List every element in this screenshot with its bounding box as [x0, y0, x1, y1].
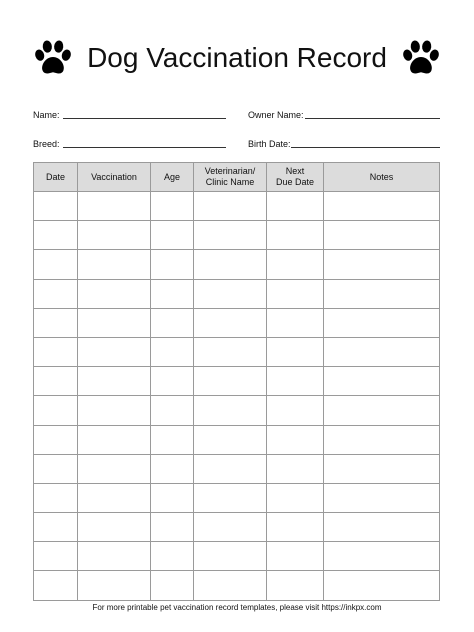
- next-due-date-column-header: Next Due Date: [267, 163, 324, 192]
- date-cell[interactable]: [34, 425, 78, 454]
- table-row: [34, 571, 440, 600]
- veterinarian-cell[interactable]: [194, 279, 267, 308]
- vaccination-cell[interactable]: [78, 513, 151, 542]
- date-cell[interactable]: [34, 192, 78, 221]
- date-cell[interactable]: [34, 542, 78, 571]
- birth-date-field[interactable]: [248, 138, 441, 150]
- vaccination-cell[interactable]: [78, 571, 151, 600]
- date-cell[interactable]: [34, 308, 78, 337]
- date-cell[interactable]: [34, 571, 78, 600]
- veterinarian-cell[interactable]: [194, 425, 267, 454]
- vaccination-cell[interactable]: [78, 337, 151, 366]
- notes-cell[interactable]: [324, 513, 440, 542]
- next-due-date-cell[interactable]: [267, 367, 324, 396]
- date-cell[interactable]: [34, 513, 78, 542]
- table-row: [34, 454, 440, 483]
- vaccination-cell[interactable]: [78, 396, 151, 425]
- next-due-date-cell[interactable]: [267, 542, 324, 571]
- notes-cell[interactable]: [324, 425, 440, 454]
- table-row: [34, 542, 440, 571]
- table-row: [34, 308, 440, 337]
- table-row: [34, 279, 440, 308]
- date-cell[interactable]: [34, 221, 78, 250]
- table-row: [34, 192, 440, 221]
- table-row: [34, 513, 440, 542]
- veterinarian-cell[interactable]: [194, 542, 267, 571]
- notes-cell[interactable]: [324, 308, 440, 337]
- notes-cell[interactable]: [324, 542, 440, 571]
- breed-field[interactable]: [33, 138, 227, 150]
- age-column-header: Age: [151, 163, 194, 192]
- vaccination-cell[interactable]: [78, 192, 151, 221]
- date-column-header: Date: [34, 163, 78, 192]
- veterinarian-cell[interactable]: [194, 367, 267, 396]
- owner-name-line[interactable]: [305, 118, 440, 119]
- veterinarian-cell[interactable]: [194, 250, 267, 279]
- date-cell[interactable]: [34, 279, 78, 308]
- age-cell[interactable]: [151, 192, 194, 221]
- vaccination-cell[interactable]: [78, 542, 151, 571]
- notes-cell[interactable]: [324, 396, 440, 425]
- notes-cell[interactable]: [324, 192, 440, 221]
- age-cell[interactable]: [151, 279, 194, 308]
- table-row: [34, 367, 440, 396]
- vaccination-cell[interactable]: [78, 308, 151, 337]
- notes-cell[interactable]: [324, 221, 440, 250]
- age-cell[interactable]: [151, 542, 194, 571]
- veterinarian-cell[interactable]: [194, 308, 267, 337]
- next-due-date-cell[interactable]: [267, 454, 324, 483]
- notes-cell[interactable]: [324, 454, 440, 483]
- next-due-date-cell[interactable]: [267, 483, 324, 512]
- vaccination-cell[interactable]: [78, 425, 151, 454]
- age-cell[interactable]: [151, 483, 194, 512]
- table-body: [34, 192, 440, 601]
- next-due-date-cell[interactable]: [267, 337, 324, 366]
- notes-cell[interactable]: [324, 367, 440, 396]
- next-due-date-cell[interactable]: [267, 279, 324, 308]
- owner-name-field[interactable]: [248, 109, 441, 121]
- vaccination-column-header: Vaccination: [78, 163, 151, 192]
- table-row: [34, 425, 440, 454]
- name-label: Name:: [33, 110, 60, 120]
- age-cell[interactable]: [151, 250, 194, 279]
- veterinarian-cell[interactable]: [194, 192, 267, 221]
- table-row: [34, 396, 440, 425]
- notes-cell[interactable]: [324, 250, 440, 279]
- age-cell[interactable]: [151, 308, 194, 337]
- paw-print-icon: [34, 38, 72, 78]
- age-cell[interactable]: [151, 425, 194, 454]
- notes-cell[interactable]: [324, 279, 440, 308]
- next-due-date-cell[interactable]: [267, 396, 324, 425]
- table-row: [34, 337, 440, 366]
- date-cell[interactable]: [34, 337, 78, 366]
- table-header-row: [34, 163, 440, 192]
- date-cell[interactable]: [34, 483, 78, 512]
- table-row: [34, 221, 440, 250]
- veterinarian-cell[interactable]: [194, 221, 267, 250]
- birth-date-label: Birth Date:: [248, 139, 291, 149]
- age-cell[interactable]: [151, 221, 194, 250]
- table-row: [34, 250, 440, 279]
- next-due-date-cell[interactable]: [267, 308, 324, 337]
- name-field[interactable]: [33, 109, 227, 121]
- vaccination-table: [33, 162, 440, 601]
- age-cell[interactable]: [151, 513, 194, 542]
- paw-print-icon: [402, 38, 440, 78]
- breed-label: Breed:: [33, 139, 60, 149]
- notes-cell[interactable]: [324, 337, 440, 366]
- vaccination-cell[interactable]: [78, 454, 151, 483]
- veterinarian-cell[interactable]: [194, 483, 267, 512]
- notes-column-header: Notes: [324, 163, 440, 192]
- page-title: Dog Vaccination Record: [87, 42, 387, 73]
- next-due-date-cell[interactable]: [267, 192, 324, 221]
- veterinarian-cell[interactable]: [194, 396, 267, 425]
- notes-cell[interactable]: [324, 571, 440, 600]
- vaccination-cell[interactable]: [78, 483, 151, 512]
- date-cell[interactable]: [34, 367, 78, 396]
- veterinarian-cell[interactable]: [194, 454, 267, 483]
- date-cell[interactable]: [34, 250, 78, 279]
- age-cell[interactable]: [151, 571, 194, 600]
- breed-line[interactable]: [63, 147, 226, 148]
- age-cell[interactable]: [151, 337, 194, 366]
- age-cell[interactable]: [151, 396, 194, 425]
- vaccination-cell[interactable]: [78, 221, 151, 250]
- age-cell[interactable]: [151, 367, 194, 396]
- date-cell[interactable]: [34, 396, 78, 425]
- vaccination-cell[interactable]: [78, 279, 151, 308]
- next-due-date-cell[interactable]: [267, 250, 324, 279]
- age-cell[interactable]: [151, 454, 194, 483]
- next-due-date-cell[interactable]: [267, 571, 324, 600]
- veterinarian-cell[interactable]: [194, 571, 267, 600]
- header: [0, 36, 474, 80]
- date-cell[interactable]: [34, 454, 78, 483]
- vaccination-cell[interactable]: [78, 367, 151, 396]
- veterinarian-cell[interactable]: [194, 337, 267, 366]
- owner-name-label: Owner Name:: [248, 110, 304, 120]
- birth-date-line[interactable]: [291, 147, 440, 148]
- table-row: [34, 483, 440, 512]
- footer-note: For more printable pet vaccination record templates, please visit https://inkpx.com: [92, 603, 382, 612]
- next-due-date-cell[interactable]: [267, 221, 324, 250]
- next-due-date-cell[interactable]: [267, 513, 324, 542]
- vaccination-cell[interactable]: [78, 250, 151, 279]
- notes-cell[interactable]: [324, 483, 440, 512]
- veterinarian-cell[interactable]: [194, 513, 267, 542]
- next-due-date-cell[interactable]: [267, 425, 324, 454]
- veterinarian-column-header: Veterinarian/ Clinic Name: [194, 163, 267, 192]
- name-line[interactable]: [63, 118, 226, 119]
